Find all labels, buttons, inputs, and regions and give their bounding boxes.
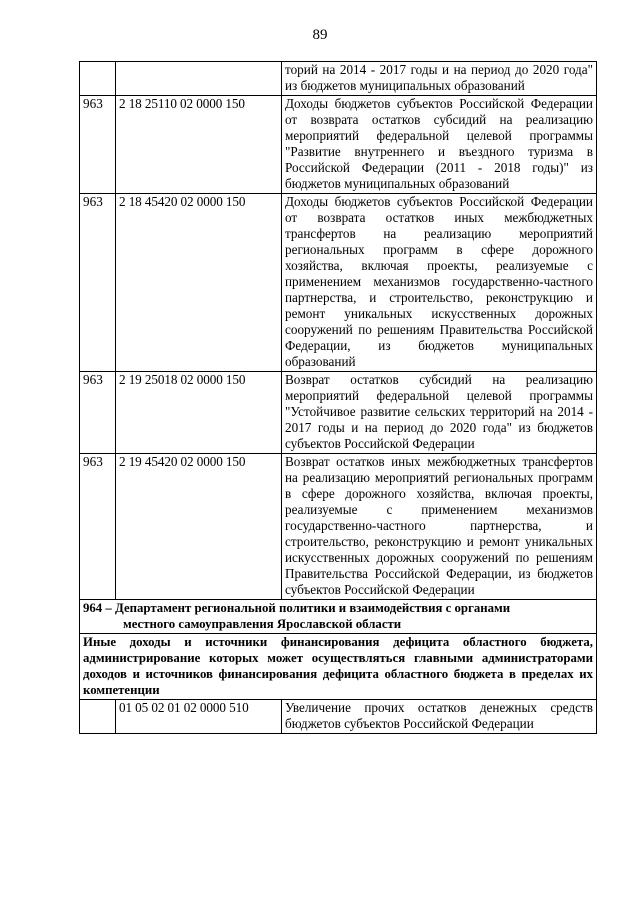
budget-code-cell: 2 19 25018 02 0000 150 <box>116 372 282 454</box>
budget-code-cell <box>116 62 282 96</box>
budget-code-cell: 2 18 25110 02 0000 150 <box>116 96 282 194</box>
description-cell: Увеличение прочих остатков денежных средств бюджетов субъектов Российской Федерации <box>282 700 597 734</box>
description-cell: Доходы бюджетов субъектов Российской Федерации от возврата остатков иных межбюджетных трансфертов на реализацию мероприятий региональных программ в сфере дорожного хозяйства, включая проекты, реализуемые с применением механизмов государственно-частного партнерства, и строительство, реконструкцию и ремонт уникальных искусственных дорожных сооружений по решениям Правительства Российской Федерации, из бюджетов муниципальных образований <box>282 194 597 372</box>
table-row <box>80 372 597 454</box>
table-row <box>80 62 597 96</box>
budget-code-cell: 2 19 45420 02 0000 150 <box>116 454 282 600</box>
section-header-cell <box>80 600 597 634</box>
admin-code-cell <box>80 700 116 734</box>
budget-code-cell: 01 05 02 01 02 0000 510 <box>116 700 282 734</box>
admin-code-cell: 963 <box>80 372 116 454</box>
table-row <box>80 194 597 372</box>
description-cell: Возврат остатков иных межбюджетных трансфертов на реализацию мероприятий региональных программ в сфере дорожного хозяйства, включая проекты, реализуемые с применением механизмов государственно-частного партнерства, и строительство, реконструкцию и ремонт уникальных искусственных дорожных сооружений по решениям Правительства Российской Федерации, из бюджетов субъектов Российской Федерации <box>282 454 597 600</box>
section-header-line2: местного самоуправления Ярославской области <box>123 617 402 631</box>
section-header-row <box>80 600 597 634</box>
table-row <box>80 454 597 600</box>
budget-code-cell: 2 18 45420 02 0000 150 <box>116 194 282 372</box>
section-header-line1: 964 – Департамент региональной политики и взаимодействия с органами <box>83 601 511 615</box>
group-header-cell: Иные доходы и источники финансирования дефицита областного бюджета, администрирование которых может осуществляться главными администраторами доходов и источников финансирования дефицита областного бюджета в пределах их компетенции <box>80 634 597 700</box>
table-row <box>80 96 597 194</box>
page-number: 89 <box>312 27 328 43</box>
description-cell: торий на 2014 - 2017 годы и на период до 2020 года" из бюджетов муниципальных образований <box>282 62 597 96</box>
budget-classification-table <box>79 61 597 734</box>
group-header-row <box>80 634 597 700</box>
description-cell: Возврат остатков субсидий на реализацию мероприятий федеральной целевой программы "Устойчивое развитие сельских территорий на 2014 - 2017 годы и на период до 2020 года" из бюджетов субъектов Российской Федерации <box>282 372 597 454</box>
description-cell: Доходы бюджетов субъектов Российской Федерации от возврата остатков субсидий на реализацию мероприятий федеральной целевой программы "Развитие внутреннего и въездного туризма в Российской Федерации (2011 - 2018 годы)" из бюджетов муниципальных образований <box>282 96 597 194</box>
table-row <box>80 700 597 734</box>
admin-code-cell <box>80 62 116 96</box>
admin-code-cell: 963 <box>80 96 116 194</box>
admin-code-cell: 963 <box>80 194 116 372</box>
admin-code-cell: 963 <box>80 454 116 600</box>
